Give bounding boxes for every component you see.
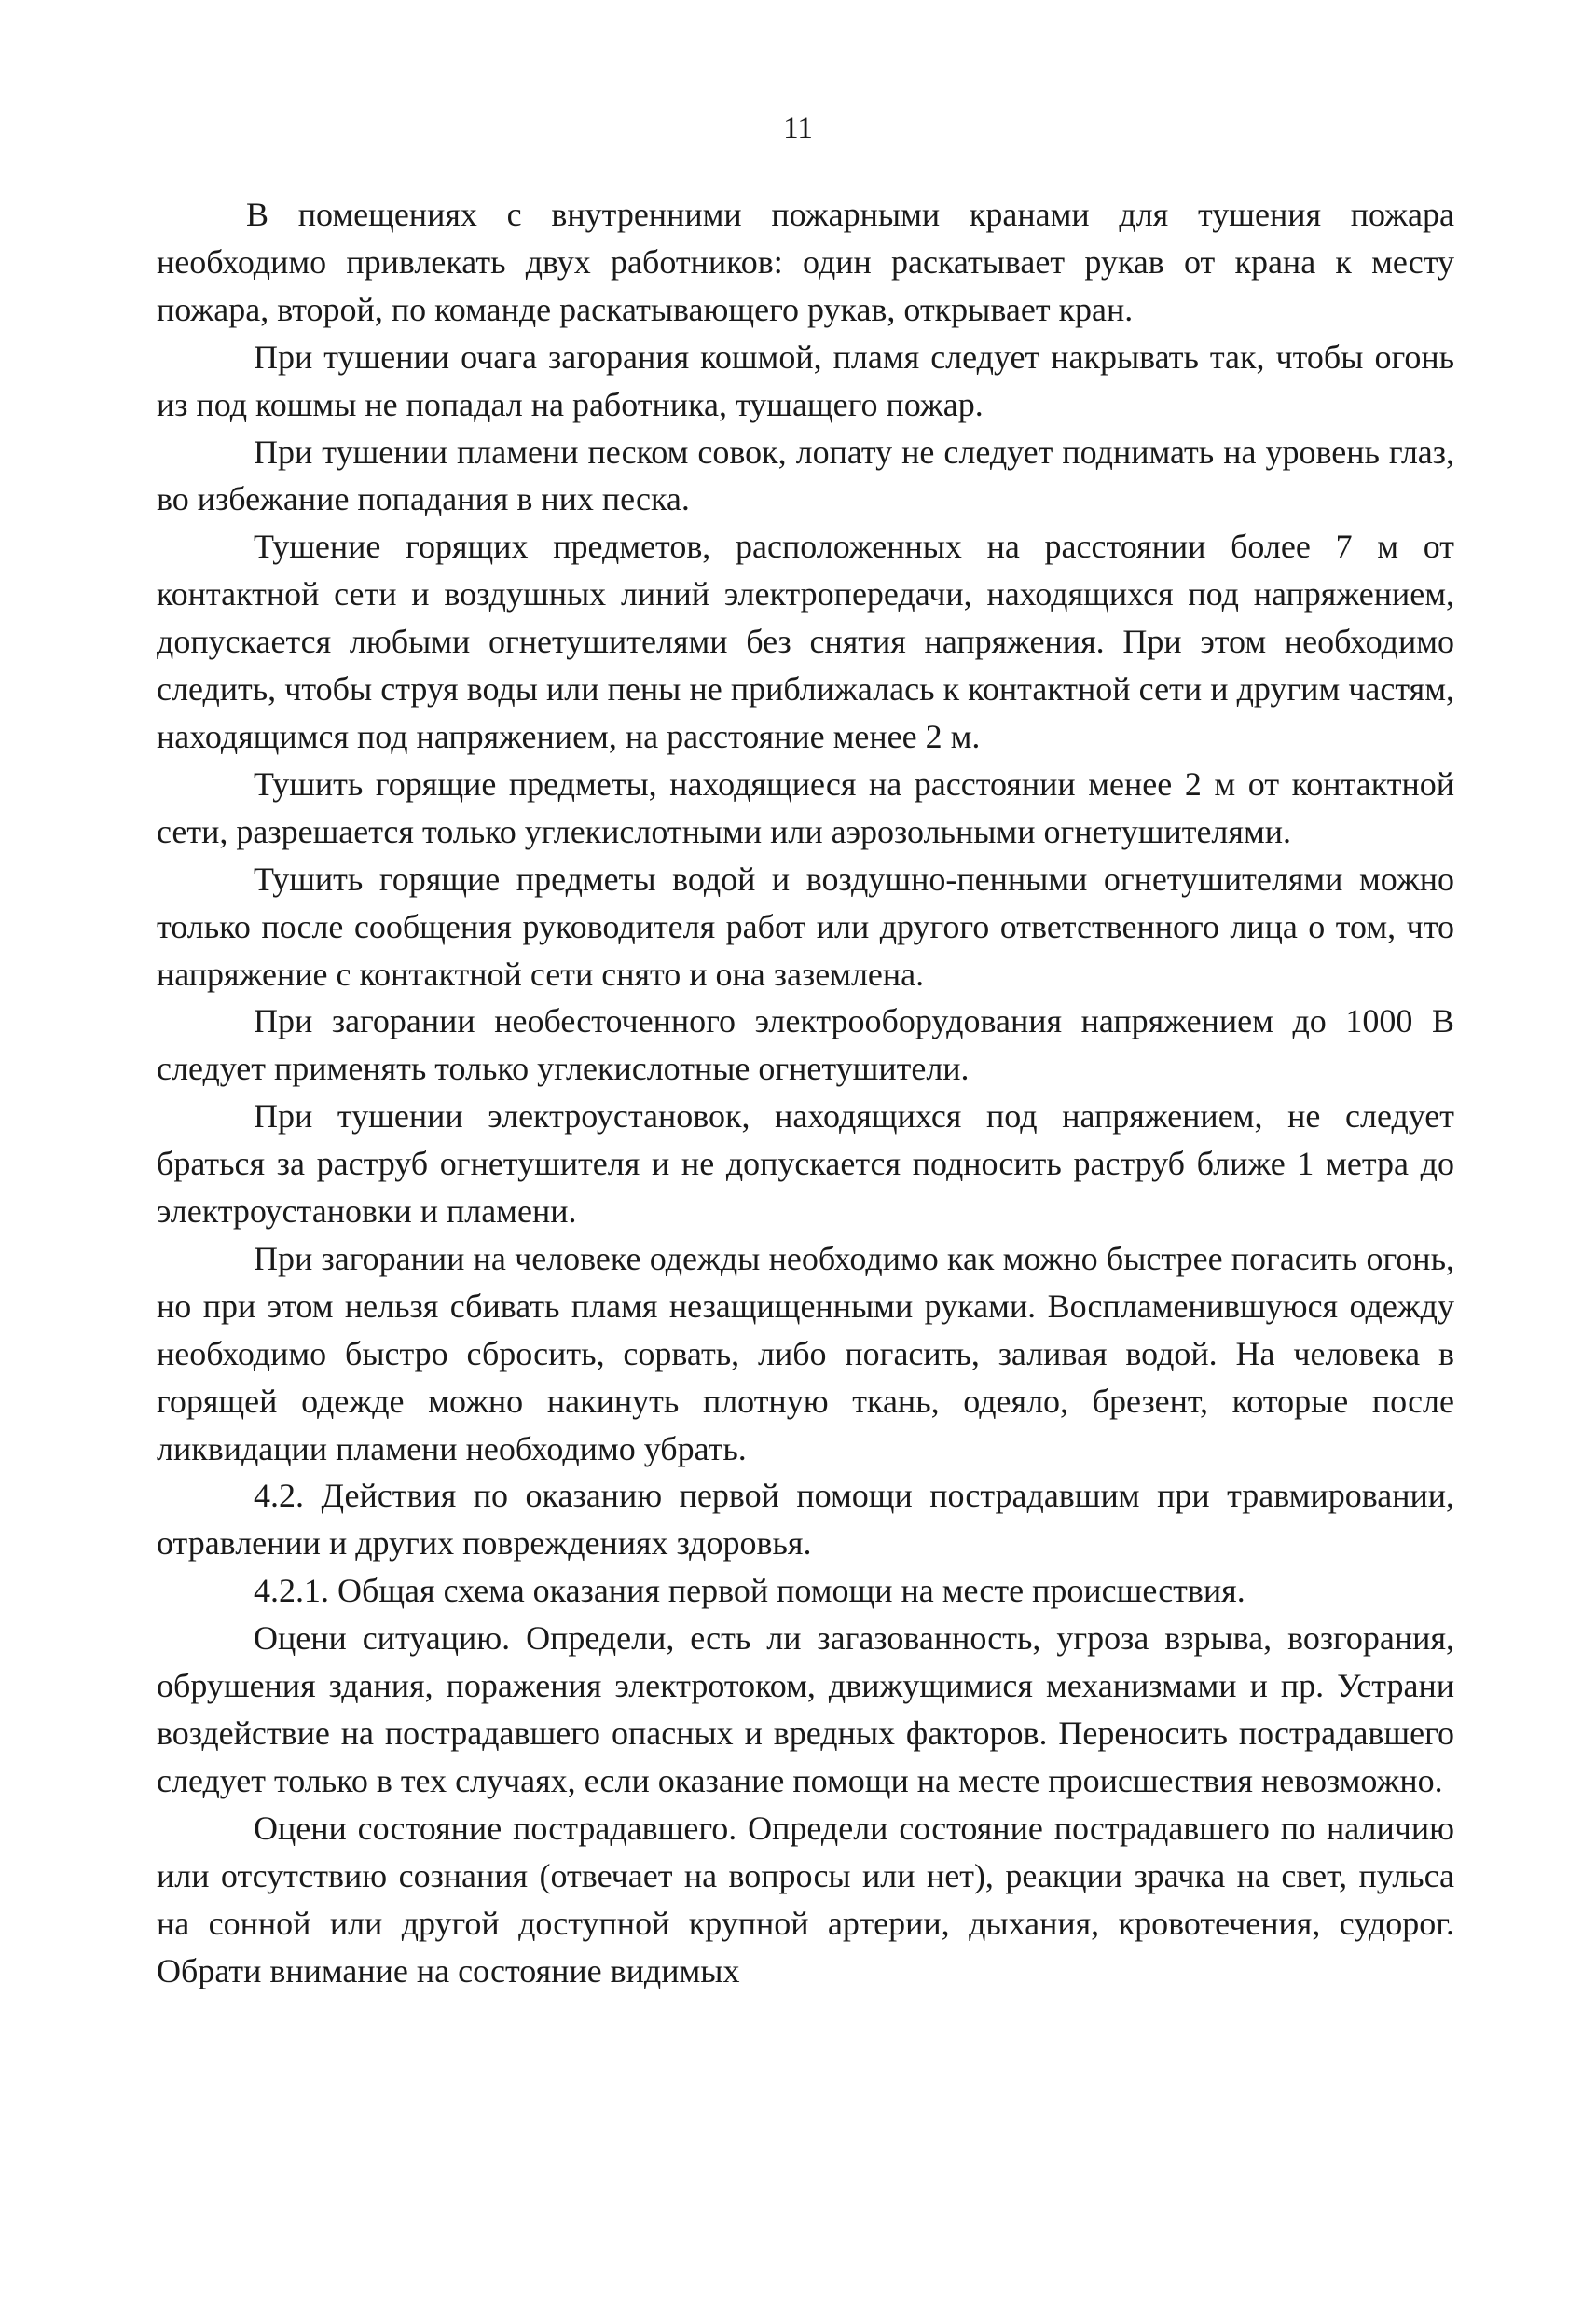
paragraph-assess-situation: Оцени ситуацию. Определи, есть ли загазованность, угроза взрыва, возгорания, обрушения здания, поражения электротоком, движущимися механизмами и пр. Устрани воздействие на пострадавшего опасных и вредных факторов. Переносить пострадавшего следует только в тех случаях, если оказание помощи на месте происшествия невозможно.	[157, 1619, 1454, 1799]
paragraph-sand: При тушении пламени песком совок, лопату не следует поднимать на уровень глаз, во избежание попадания в них песка.	[157, 433, 1454, 518]
paragraph-electrical-installations: При тушении электроустановок, находящихся под напряжением, не следует браться за раструб огнетушителя и не допускается подносить раструб ближе 1 метра до электроустановки и пламени.	[157, 1097, 1454, 1231]
paragraph-1000v: При загорании необесточенного электрооборудования напряжением до 1000 В следует применять только углекислотные огнетушители.	[157, 1002, 1454, 1088]
document-body	[157, 191, 1454, 1994]
paragraph-assess-victim: Оцени состояние пострадавшего. Определи состояние пострадавшего по наличию или отсутствию сознания (отвечает на вопросы или нет), реакции зрачка на свет, пульса на сонной или другой доступной крупной артерии, дыхания, кровотечения, судорог. Обрати внимание на состояние видимых	[157, 1809, 1454, 1989]
paragraph-distance-7m: Тушение горящих предметов, расположенных на расстоянии более 7 м от контактной сети и воздушных линий электропередачи, находящихся под напряжением, допускается любыми огнетушителями без снятия напряжения. При этом необходимо следить, чтобы струя воды или пены не приближалась к контактной сети и другим частям, находящимся под напряжением, на расстояние менее 2 м.	[157, 528, 1454, 755]
paragraph-fire-hydrant: В помещениях с внутренними пожарными кранами для тушения пожара необходимо привлекать двух работников: один раскатывает рукав от крана к месту пожара, второй, по команде раскатывающего рукав, открывает кран.	[157, 196, 1454, 328]
paragraph-distance-2m: Тушить горящие предметы, находящиеся на расстоянии менее 2 м от контактной сети, разрешается только углекислотными или аэрозольными огнетушителями.	[157, 764, 1454, 850]
paragraph-burning-clothes: При загорании на человеке одежды необходимо как можно быстрее погасить огонь, но при этом нельзя сбивать пламя незащищенными руками. Воспламенившуюся одежду необходимо быстро сбросить, сорвать, либо погасить, заливая водой. На человека в горящей одежде можно накинуть плотную ткань, одеяло, брезент, которые после ликвидации пламени необходимо убрать.	[157, 1239, 1454, 1467]
paragraph-felt-blanket: При тушении очага загорания кошмой, пламя следует накрывать так, чтобы огонь из под кошмы не попадал на работника, тушащего пожар.	[157, 337, 1454, 423]
page-number: 11	[783, 112, 813, 145]
paragraph-water-foam: Тушить горящие предметы водой и воздушно-пенными огнетушителями можно только после сообщения руководителя работ или другого ответственного лица о том, что напряжение с контактной сети снято и она заземлена.	[157, 860, 1454, 993]
section-heading-4-2-1: 4.2.1. Общая схема оказания первой помощи на месте происшествия.	[254, 1572, 1245, 1610]
section-heading-4-2: 4.2. Действия по оказанию первой помощи пострадавшим при травмировании, отравлении и других повреждениях здоровья.	[157, 1477, 1454, 1563]
